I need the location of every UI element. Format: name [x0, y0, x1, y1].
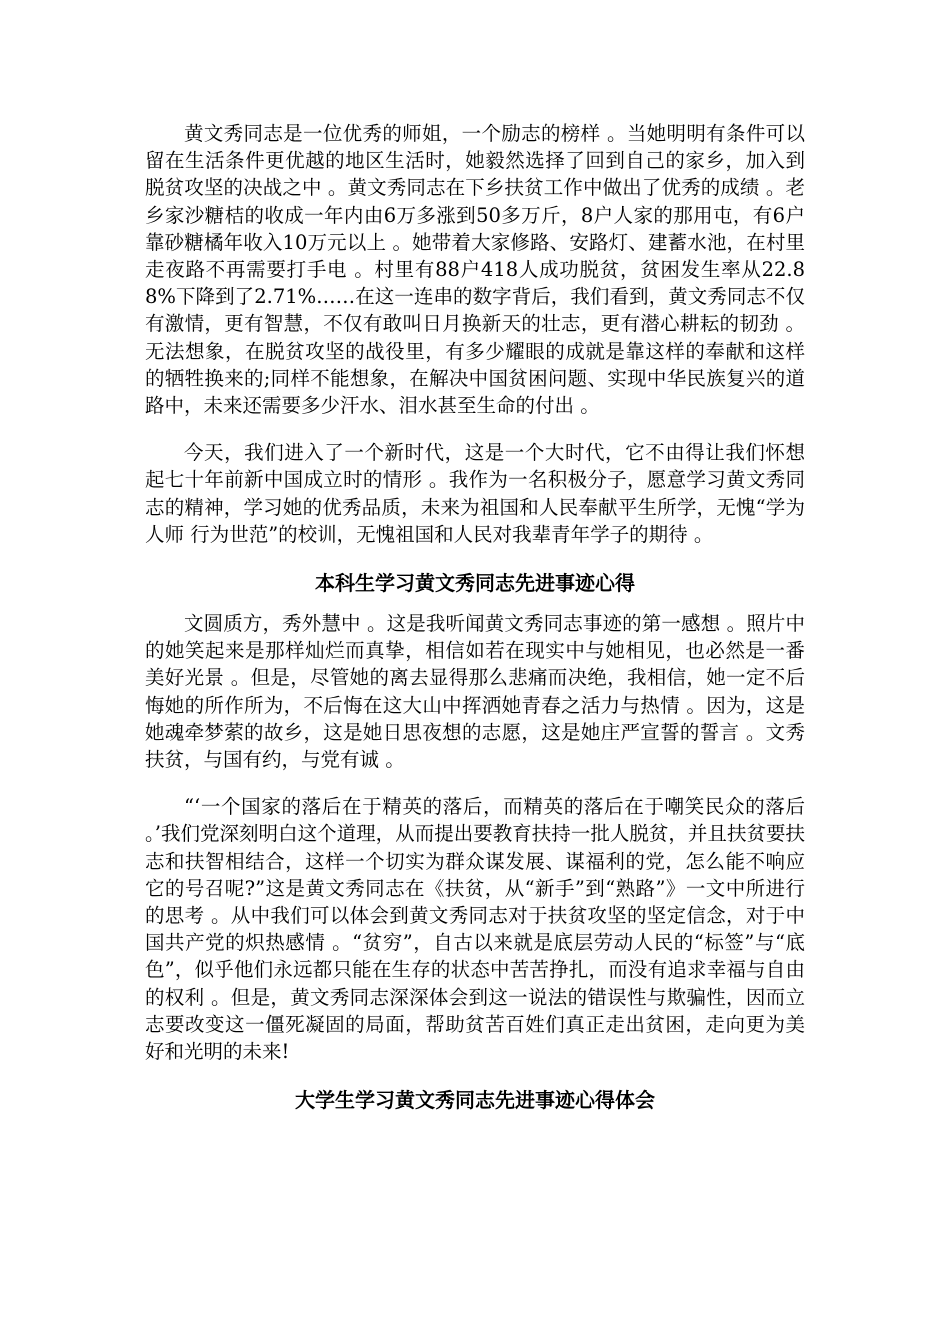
- body-paragraph: “‘一个国家的落后在于精英的落后，而精英的落后在于嘲笑民众的落后 。’我们党深刻明白这个道理，从而提出要教育扶持一批人脱贫，并且扶贫要扶志和扶智相结合，这样一个切实为群众谋发展、谋福利的党，怎么能不响应它的号召呢?”这是黄文秀同志在《扶贫，从“新手”到“熟路”》一文中所进行的思考 。从中我们可以体会到黄文秀同志对于扶贫攻坚的坚定信念，对于中国共产党的炽热感情 。“贫穷”，自古以来就是底层劳动人民的“标签”与“底色”，似乎他们永远都只能在生存的状态中苦苦挣扎，而没有追求幸福与自由的权利 。但是，黄文秀同志深深体会到这一说法的错误性与欺骗性，因而立志要改变这一僵死凝固的局面，帮助贫苦百姓们真正走出贫困，走向更为美好和光明的未来!: [145, 795, 805, 1064]
- document-page: [145, 120, 805, 1127]
- section-heading: 本科生学习黄文秀同志先进事迹心得: [315, 571, 635, 596]
- section-heading: 大学生学习黄文秀同志先进事迹心得体会: [295, 1088, 655, 1113]
- body-paragraph: 今天，我们进入了一个新时代，这是一个大时代，它不由得让我们怀想起七十年前新中国成立时的情形 。我作为一名积极分子，愿意学习黄文秀同志的精神，学习她的优秀品质，未来为祖国和人民奉献平生所学，无愧“学为人师 行为世范”的校训，无愧祖国和人民对我辈青年学子的期待 。: [145, 441, 805, 546]
- body-paragraph: 黄文秀同志是一位优秀的师姐，一个励志的榜样 。当她明明有条件可以留在生活条件更优越的地区生活时，她毅然选择了回到自己的家乡，加入到脱贫攻坚的决战之中 。黄文秀同志在下乡扶贫工作中做出了优秀的成绩 。老乡家沙糖桔的收成一年内由6万多涨到50多万斤，8户人家的那用屯，有6户靠砂糖橘年收入10万元以上 。她带着大家修路、安路灯、建蓄水池，在村里走夜路不再需要打手电 。村里有88户418人成功脱贫，贫困发生率从22.88%下降到了2.71%……在这一连串的数字背后，我们看到，黄文秀同志不仅有激情，更有智慧，不仅有敢叫日月换新天的壮志，更有潜心耕耘的韧劲 。无法想象，在脱贫攻坚的战役里，有多少耀眼的成就是靠这样的奉献和这样的牺牲换来的;同样不能想象，在解决中国贫困问题、实现中华民族复兴的道路中，未来还需要多少汗水、泪水甚至生命的付出 。: [145, 122, 805, 418]
- body-paragraph: 文圆质方，秀外慧中 。这是我听闻黄文秀同志事迹的第一感想 。照片中的她笑起来是那样灿烂而真挚，相信如若在现实中与她相见，也必然是一番美好光景 。但是，尽管她的离去显得那么悲痛而决绝，我相信，她一定不后悔她的所作所为，不后悔在这大山中挥洒她青春之活力与热情 。因为，这是她魂牵梦萦的故乡，这是她日思夜想的志愿，这是她庄严宣誓的誓言 。文秀扶贫，与国有约，与党有诚 。: [145, 612, 805, 772]
